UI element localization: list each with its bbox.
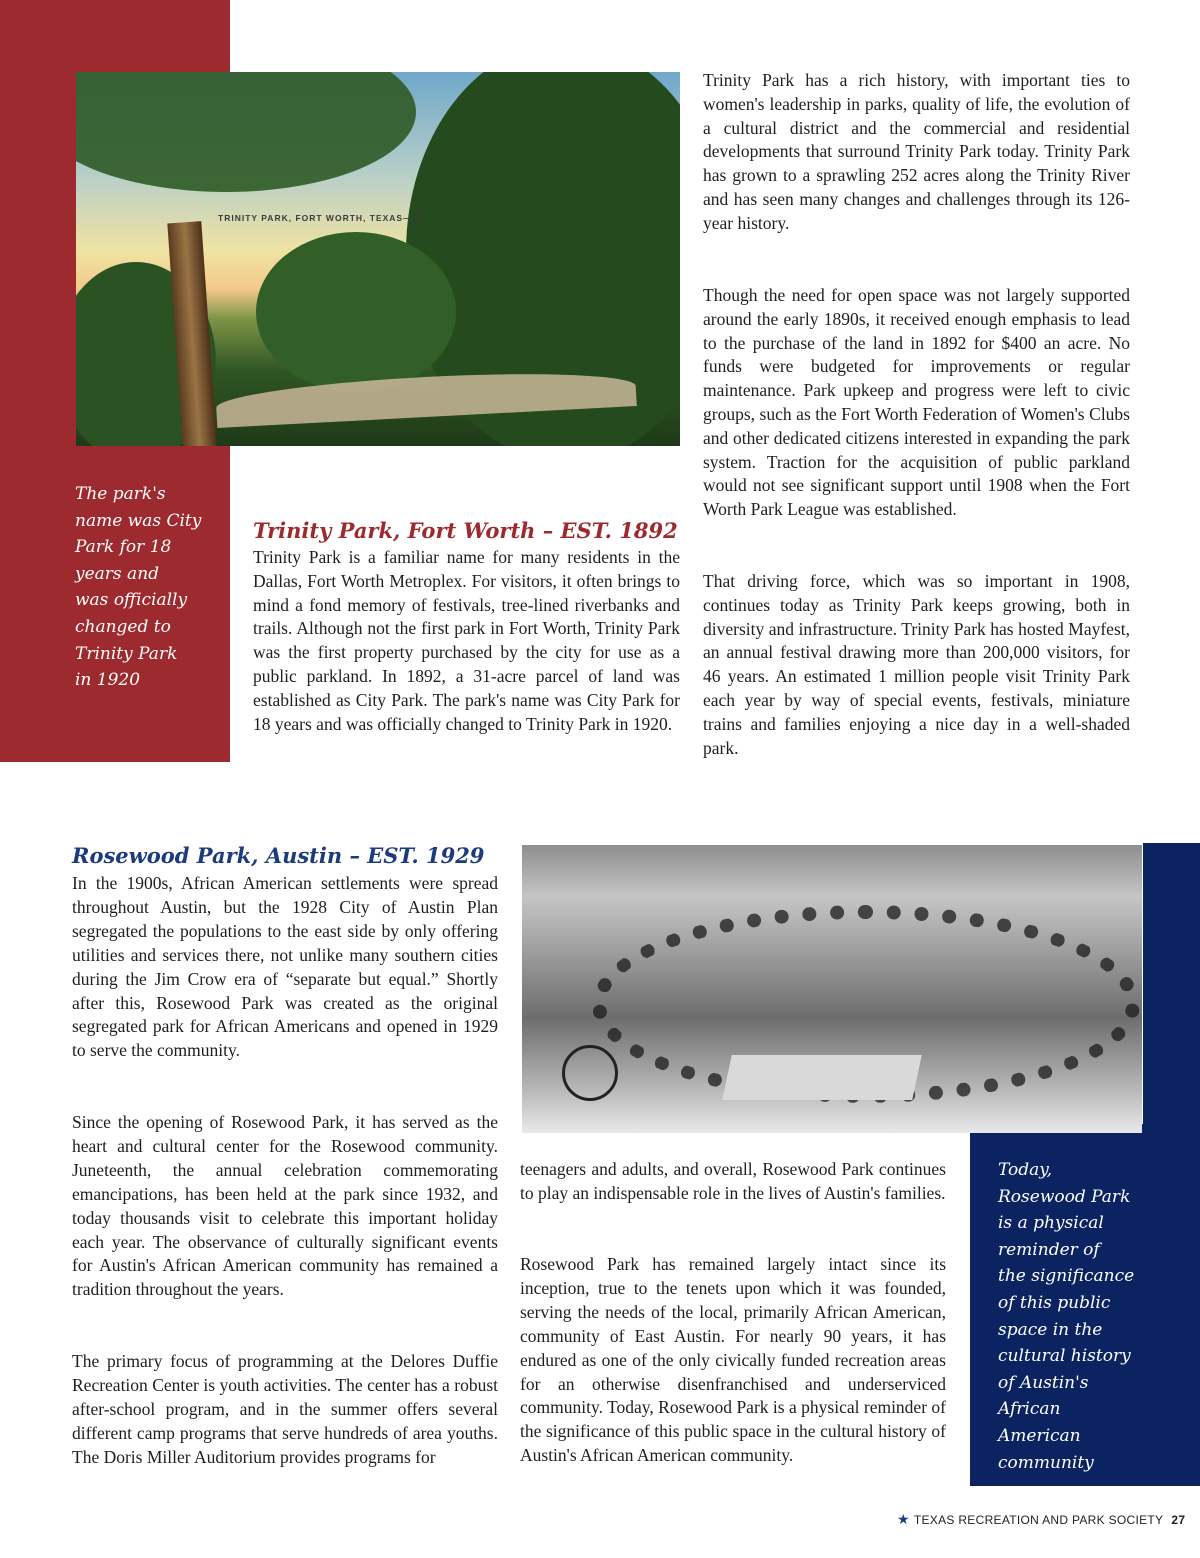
page-number: 27 [1171,1513,1186,1527]
page-footer [897,1511,1185,1528]
trinity-paragraph-3: That driving force, which was so important in 1908, continues today as Trinity Park keeps growing, both in diversity and infrastructure. Trinity Park has hosted Mayfest, an annual festival drawing more than 200,000 visitors, for 46 years. An estimated 1 million people visit Trinity Park each year by way of special events, festivals, miniature trains and families enjoying a nice day in a well-shaded park. [703,571,1130,758]
trinity-intro-paragraph: Trinity Park is a familiar name for many residents in the Dallas, Fort Worth Metroplex. For visitors, it often brings to mind a fond memory of festivals, tree-lined riverbanks and trails. Although not the first park in Fort Worth, Trinity Park was the first property purchased by the city for use as a public parkland. In 1892, a 31-acre parcel of land was established as City Park. The park's name was City Park for 18 years and was officially changed to Trinity Park in 1920. [253,547,680,734]
rosewood-paragraph-3: The primary focus of programming at the Delores Duffie Recreation Center is youth activities. The center has a robust after-school program, and in the summer offers several different camp programs that serve hundreds of area youths. The Doris Miller Auditorium provides programs for [72,1351,498,1467]
trinity-heading: Trinity Park, Fort Worth – EST. 1892 [253,518,678,543]
trinity-side-quote: The park's name was City Park for 18 years and was officially changed to Trinity Park in 1920 [75,484,202,691]
trinity-paragraph-2: Though the need for open space was not largely supported around the early 1890s, it received enough emphasis to lead to the purchase of the land in 1892 for $400 an acre. No funds were budgeted for improvements or regular maintenance. Park upkeep and progress were left to civic groups, such as the Fort Worth Federation of Women's Clubs and other dedicated citizens interested in expanding the park system. Traction for the acquisition of public parkland would not see significant support until 1908 when the Fort Worth Park League was established. [703,285,1130,520]
publication-name: TEXAS RECREATION AND PARK SOCIETY [913,1513,1164,1527]
rosewood-paragraph-2: Since the opening of Rosewood Park, it has served as the heart and cultural center for the Rosewood community. Juneteenth, the annual celebration commemorating emancipations, has been held at the park since 1932, and today thousands visit to celebrate this important holiday each year. The observance of culturally significant events for Austin's African American community has remained a tradition throughout the years. [72,1112,498,1300]
rosewood-heading: Rosewood Park, Austin – EST. 1929 [72,843,485,868]
rosewood-paragraph-5: Rosewood Park has remained largely intact since its inception, true to the tenets upon which it was founded, serving the needs of the local, primarily African American, community of East Austin. For nearly 90 years, it has endured as one of the only civically funded recreation areas for an otherwise disenfranchised and underserviced community. Today, Rosewood Park is a physical reminder of the significance of this public space in the cultural history of Austin's African American community. [520,1254,946,1466]
star-icon: ★ [897,1511,910,1527]
rosewood-side-quote: Today, Rosewood Park is a physical reminder of the significance of this public space in the cultural history of Austin's African American community [998,1160,1135,1473]
bicycle-wheel [562,1045,618,1101]
navy-accent-band [1143,843,1200,1124]
tree-canopy [76,72,416,192]
trinity-park-postcard-image [76,72,680,446]
wooden-platform [722,1055,922,1100]
trinity-paragraph-1: Trinity Park has a rich history, with important ties to women's leadership in parks, quality of life, the evolution of a cultural district and the commercial and residential developments that surround Trinity Park today. Trinity Park has grown to a sprawling 252 acres along the Trinity River and has seen many changes and challenges through its 126-year history. [703,70,1130,233]
rosewood-paragraph-1: In the 1900s, African American settlements were spread throughout Austin, but the 1928 City of Austin Plan segregated the populations to the east side by only offering utilities and services there, not unlike many southern cities during the Jim Crow era of “separate but equal.” Shortly after this, Rosewood Park was created as the original segregated park for African Americans and opened in 1929 to serve the community. [72,873,498,1061]
postcard-caption: TRINITY PARK, FORT WORTH, TEXAS—62 [218,213,425,223]
rosewood-paragraph-4: teenagers and adults, and overall, Rosewood Park continues to play an indispensable role in the lives of Austin's families. [520,1159,946,1203]
tree-middle [256,232,456,392]
rosewood-park-photo [522,845,1142,1133]
